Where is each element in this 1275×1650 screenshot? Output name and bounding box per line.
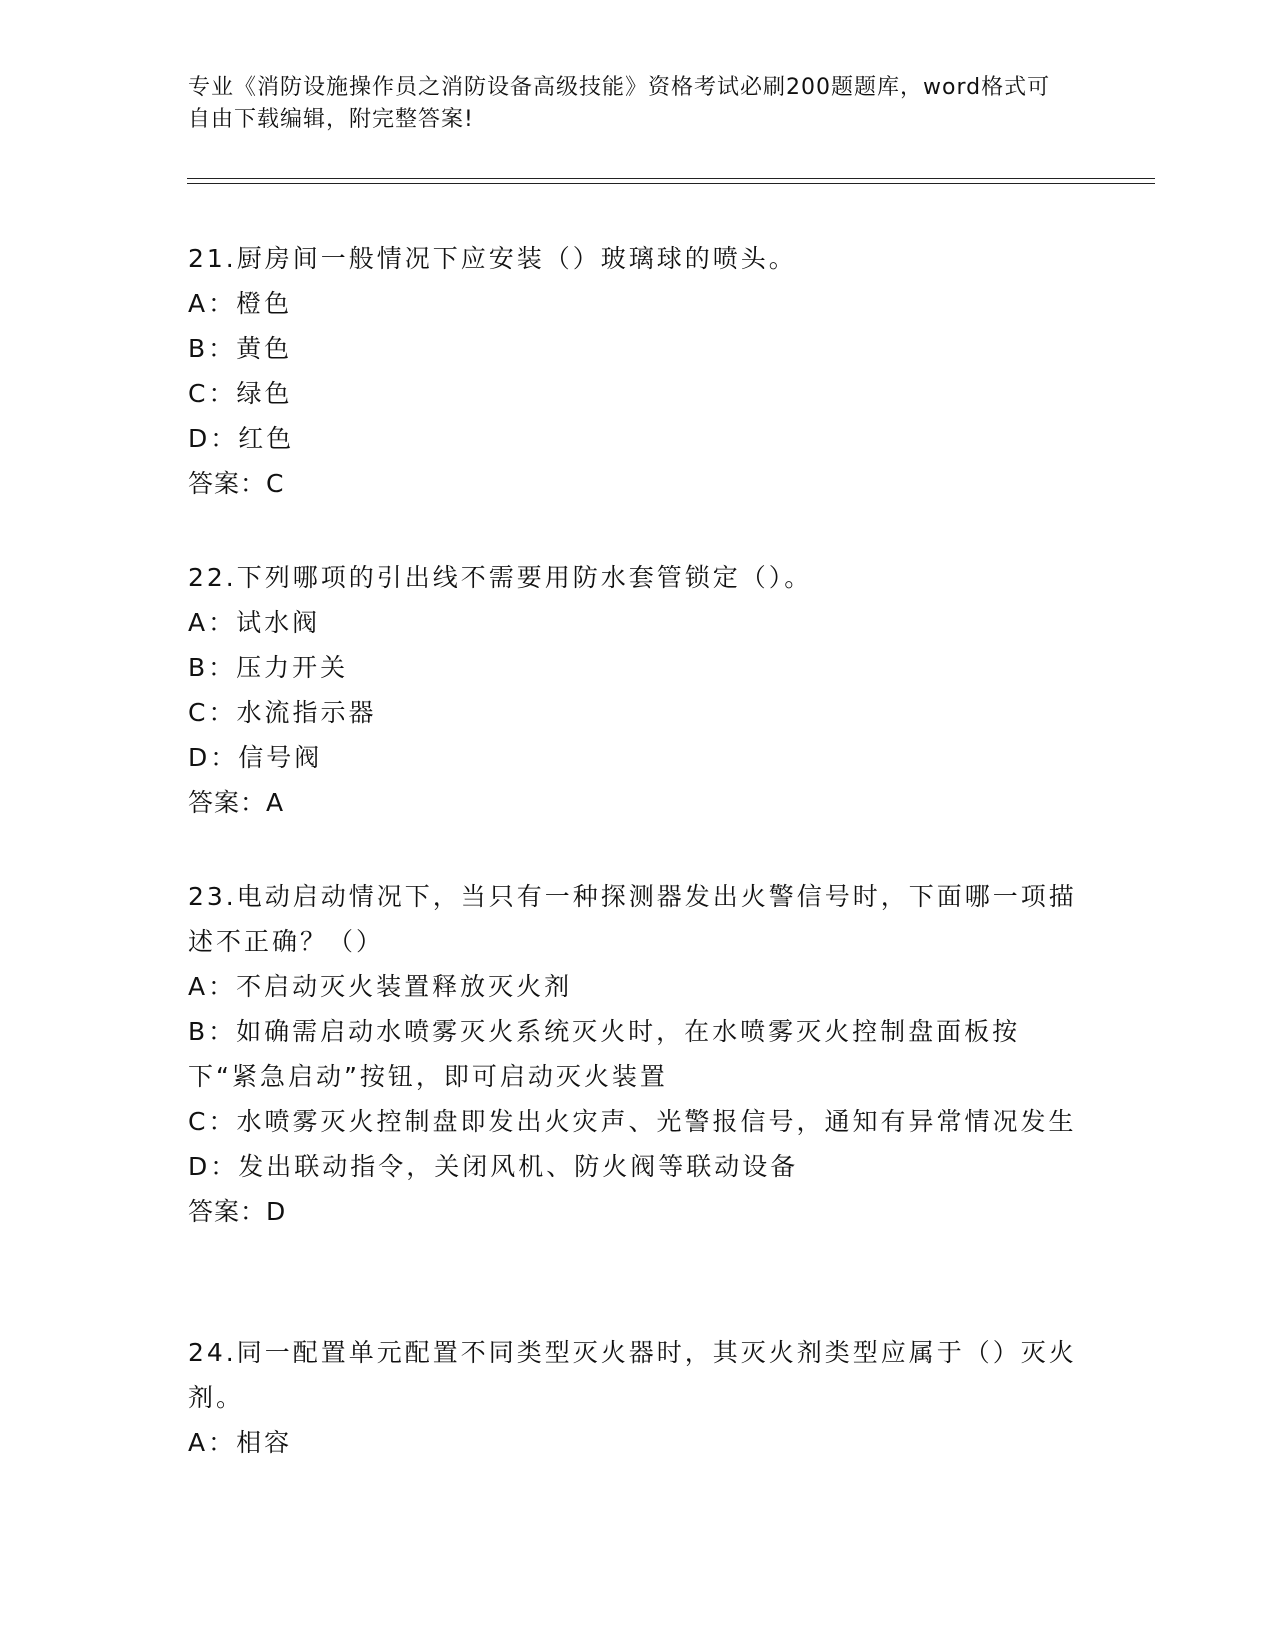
option-a: A：不启动灭火装置释放灭火剂	[188, 972, 573, 1001]
question-stem: 23.电动启动情况下，当只有一种探测器发出火警信号时，下面哪一项描述不正确？（）	[188, 882, 1077, 956]
header-divider-top	[187, 178, 1155, 179]
option-b: B：压力开关	[188, 653, 349, 682]
question-24	[188, 1330, 1088, 1465]
option-b: B：黄色	[188, 334, 293, 363]
option-b: B：如确需启动水喷雾灭火系统灭火时，在水喷雾灭火控制盘面板按下“紧急启动”按钮，即可启动灭火装置	[188, 1017, 1021, 1091]
option-d: D：发出联动指令，关闭风机、防火阀等联动设备	[188, 1152, 799, 1181]
document-header: 专业《消防设施操作员之消防设备高级技能》资格考试必刷200题题库，word格式可自由下载编辑，附完整答案!	[188, 75, 1051, 132]
question-22	[188, 555, 1088, 825]
answer-line: 答案：A	[188, 788, 285, 817]
option-d: D：红色	[188, 424, 295, 453]
option-d: D：信号阀	[188, 743, 323, 772]
answer-line: 答案：C	[188, 469, 285, 498]
answer-line: 答案：D	[188, 1197, 287, 1226]
option-a: A：相容	[188, 1428, 293, 1457]
question-stem: 22.下列哪项的引出线不需要用防水套管锁定（）。	[188, 563, 813, 592]
question-stem: 21.厨房间一般情况下应安装（）玻璃球的喷头。	[188, 244, 797, 273]
question-23	[188, 874, 1088, 1234]
option-a: A：橙色	[188, 289, 293, 318]
option-c: C：绿色	[188, 379, 293, 408]
option-a: A：试水阀	[188, 608, 321, 637]
question-21	[188, 236, 1088, 506]
question-stem: 24.同一配置单元配置不同类型灭火器时，其灭火剂类型应属于（）灭火剂。	[188, 1338, 1077, 1412]
option-c: C：水流指示器	[188, 698, 377, 727]
header-divider-bottom	[187, 183, 1155, 184]
option-c: C：水喷雾灭火控制盘即发出火灾声、光警报信号，通知有异常情况发生	[188, 1107, 1077, 1136]
